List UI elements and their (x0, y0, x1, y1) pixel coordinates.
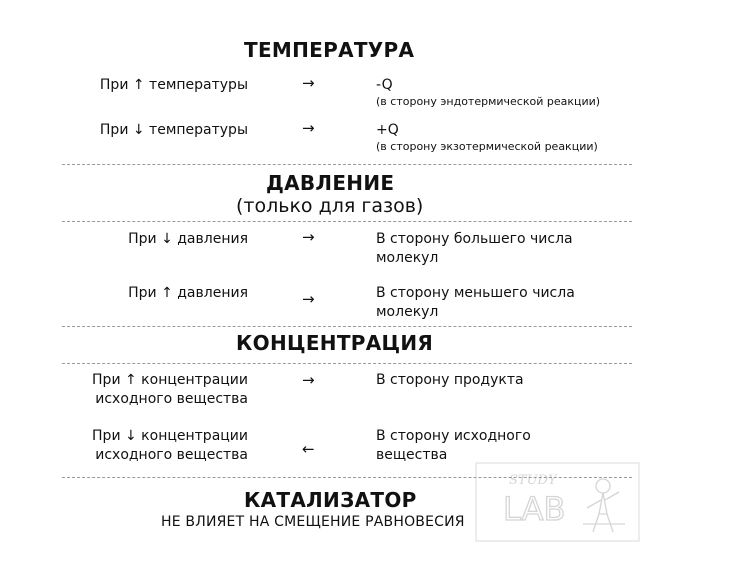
divider (62, 164, 632, 165)
concentration-increase-condition-line1: При ↑ концентрации (92, 372, 248, 388)
temperature-title: ТЕМПЕРАТУРА (244, 38, 415, 62)
concentration-decrease-result-line1: В сторону исходного (376, 428, 531, 444)
concentration-decrease-result-line2: вещества (376, 447, 448, 463)
catalyst-title: КАТАЛИЗАТОР (244, 488, 417, 512)
pressure-increase-result-line1: В сторону меньшего числа (376, 285, 575, 301)
arrow-right-icon: → (302, 74, 315, 92)
arrow-right-icon: → (302, 228, 315, 246)
arrow-right-icon: → (302, 371, 315, 389)
arrow-right-icon: → (302, 119, 315, 137)
pressure-decrease-result-line2: молекул (376, 250, 439, 266)
divider (62, 326, 632, 327)
pressure-decrease-result-line1: В сторону большего числа (376, 231, 573, 247)
concentration-increase-result: В сторону продукта (376, 372, 524, 388)
arrow-left-icon: ← (302, 440, 315, 458)
pressure-decrease-condition: При ↓ давления (128, 231, 248, 247)
temperature-decrease-note: (в сторону экзотермической реакции) (376, 140, 598, 153)
temperature-increase-result: -Q (376, 77, 393, 93)
studylab-watermark-logo (475, 462, 640, 542)
temperature-decrease-condition: При ↓ температуры (99, 122, 248, 138)
watermark-lab-text: LAB (503, 490, 566, 528)
temperature-increase-condition: При ↑ температуры (99, 77, 248, 93)
pressure-subtitle: (только для газов) (236, 195, 424, 217)
pressure-increase-result-line2: молекул (376, 304, 439, 320)
arrow-right-icon: → (302, 290, 315, 308)
watermark-study-text: STUDY (509, 473, 557, 488)
temperature-decrease-result: +Q (376, 122, 399, 138)
pressure-increase-condition: При ↑ давления (128, 285, 248, 301)
concentration-increase-condition-line2: исходного вещества (95, 391, 248, 407)
concentration-decrease-condition-line1: При ↓ концентрации (92, 428, 248, 444)
concentration-title: КОНЦЕНТРАЦИЯ (236, 331, 434, 355)
catalyst-text: НЕ ВЛИЯЕТ НА СМЕЩЕНИЕ РАВНОВЕСИЯ (161, 514, 465, 530)
concentration-decrease-condition-line2: исходного вещества (95, 447, 248, 463)
pressure-title: ДАВЛЕНИЕ (266, 171, 395, 195)
divider (62, 221, 632, 222)
temperature-increase-note: (в сторону эндотермической реакции) (376, 95, 601, 108)
divider (62, 363, 632, 364)
